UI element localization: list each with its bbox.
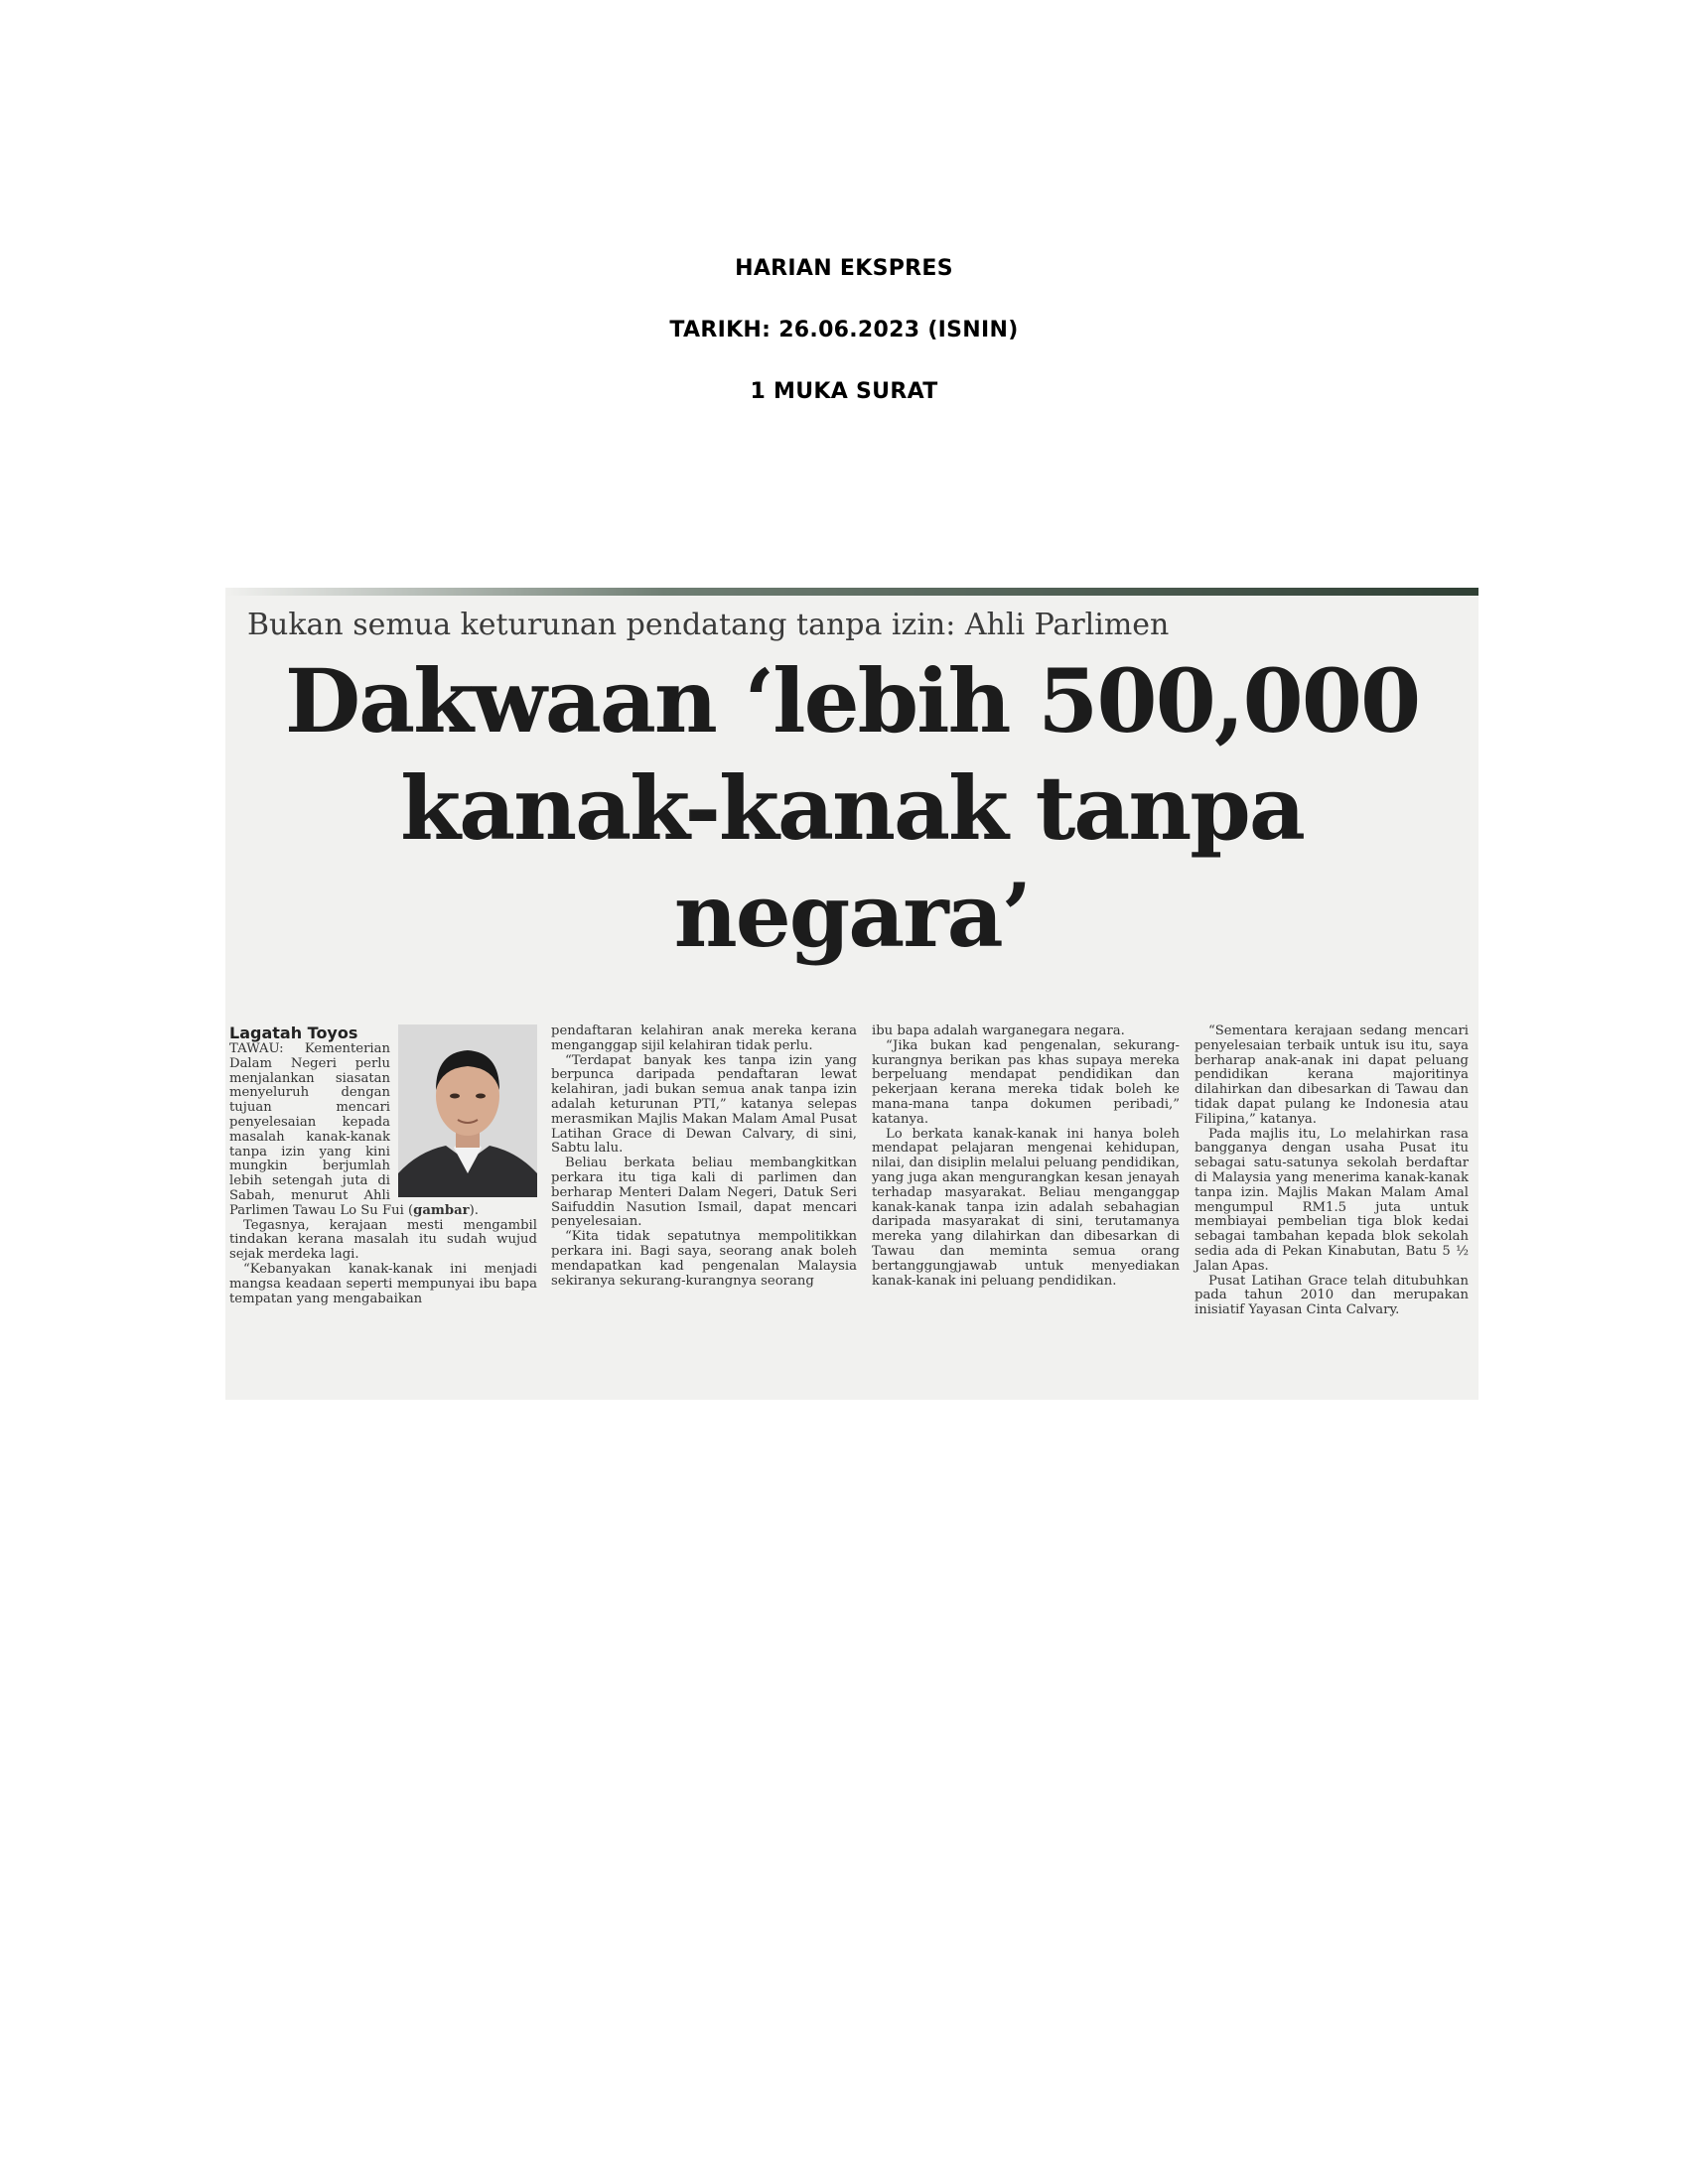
col1-paragraph-1-text-a: TAWAU: Kementerian Dalam Negeri perlu menjalankan siasatan menyeluruh dengan tujuan mencari penyelesaian kepada masalah kanak-kanak tanpa izin yang kini mungkin berjumlah lebih setengah juta di Sabah, menurut Ahli Parlimen Tawau Lo Su Fui ( [229,1041,414,1218]
portrait-photo [398,1024,537,1197]
col2-paragraph-4: “Kita tidak sepatutnya mempolitikkan perkara ini. Bagi saya, seorang anak boleh mendapatkan kad pengenalan Malaysia sekiranya sekurang-kurangnya seorang [551,1229,857,1289]
col4-paragraph-2: Pada majlis itu, Lo melahirkan rasa bangganya dengan usaha Pusat itu sebagai satu-satunya sekolah berdaftar di Malaysia yang menerima kanak-kanak tanpa izin. Majlis Makan Malam Amal mengumpul RM1.5 juta untuk membiayai pembelian tiga blok kedai sebagai tambahan kepada blok sekolah sedia ada di Pekan Kinabutan, Batu 5 ½ Jalan Apas. [1195,1126,1469,1274]
portrait-photo-image [398,1024,537,1197]
headline-line-2: kanak-kanak tanpa negara’ [400,756,1304,967]
col2-paragraph-2: “Terdapat banyak kes tanpa izin yang berpunca daripada pendaftaran lewat kelahiran, jadi bukan semua anak tanpa izin adalah keturunan PTI,” katanya selepas merasmikan Majlis Makan Malam Amal Pusat Latihan Grace di Dewan Calvary, di sini, Sabtu lalu. [551,1052,857,1157]
clipping-top-rule [225,588,1478,596]
col3-paragraph-2: “Jika bukan kad pengenalan, sekurang-kurangnya berikan pas khas supaya mereka berpeluang mendapat pendidikan dan pekerjaan kerana mereka tidak boleh ke mana-mana tanpa dokumen peribadi,” katanya. [872,1037,1180,1127]
col1-paragraph-3: “Kebanyakan kanak-kanak ini menjadi mangsa keadaan seperti mempunyai ibu bapa tempatan yang mengabaikan [229,1261,537,1306]
article-column-1 [229,1024,537,1306]
headline-line-1: Dakwaan ‘lebih 500,000 [284,649,1420,752]
document-header [0,256,1688,441]
col1-paragraph-2: Tegasnya, kerajaan mesti mengambil tindakan kerana masalah itu sudah wujud sejak merdeka lagi. [229,1217,537,1263]
article-column-4 [1195,1024,1469,1318]
article-column-2 [551,1024,857,1289]
article-byline: Lagatah Toyos [229,1024,358,1042]
col1-paragraph-1-text-b: ). [469,1202,479,1218]
col3-paragraph-3: Lo berkata kanak-kanak ini hanya boleh mendapat pelajaran mengenai kehidupan, nilai, dan disiplin melalui peluang pendidikan, yang juga akan mengurangkan kesan jenayah terhadap masyarakat. Beliau menganggap kanak-kanak tanpa izin adalah sebahagian daripada masyarakat di sini, terutamanya mereka yang dilahirkan dan dibesarkan di Tawau dan meminta semua orang bertanggungjawab untuk menyediakan kanak-kanak ini peluang pendidikan. [872,1126,1180,1289]
article-column-3 [872,1024,1180,1289]
col1-paragraph-1-bold: gambar [413,1202,470,1218]
page-count: 1 MUKA SURAT [750,379,938,404]
col3-paragraph-1: ibu bapa adalah warganegara negara. [872,1024,1125,1038]
newspaper-clipping [225,588,1478,1400]
col4-paragraph-1: “Sementara kerajaan sedang mencari penyelesaian terbaik untuk isu itu, saya berharap anak-anak ini dapat peluang pendidikan kerana majoritinya dilahirkan dan dibesarkan di Tawau dan tidak dapat pulang ke Indonesia atau Filipina,” katanya. [1195,1024,1469,1127]
article-kicker: Bukan semua keturunan pendatang tanpa izin: Ahli Parlimen [247,608,1170,642]
col4-paragraph-3: Pusat Latihan Grace telah ditubuhkan pada tahun 2010 dan merupakan inisiatif Yayasan Cinta Calvary. [1195,1273,1469,1318]
publication-date: TARIKH: 26.06.2023 (ISNIN) [669,318,1019,342]
col2-paragraph-1: pendaftaran kelahiran anak mereka kerana menganggap sijil kelahiran tidak perlu. [551,1024,857,1053]
article-headline [225,647,1478,969]
publication-name: HARIAN EKSPRES [735,256,953,281]
col2-paragraph-3: Beliau berkata beliau membangkitkan perkara itu tiga kali di parlimen dan berharap Menteri Dalam Negeri, Datuk Seri Saifuddin Nasution Ismail, dapat mencari penyelesaian. [551,1156,857,1230]
article-body [225,1024,1478,1400]
